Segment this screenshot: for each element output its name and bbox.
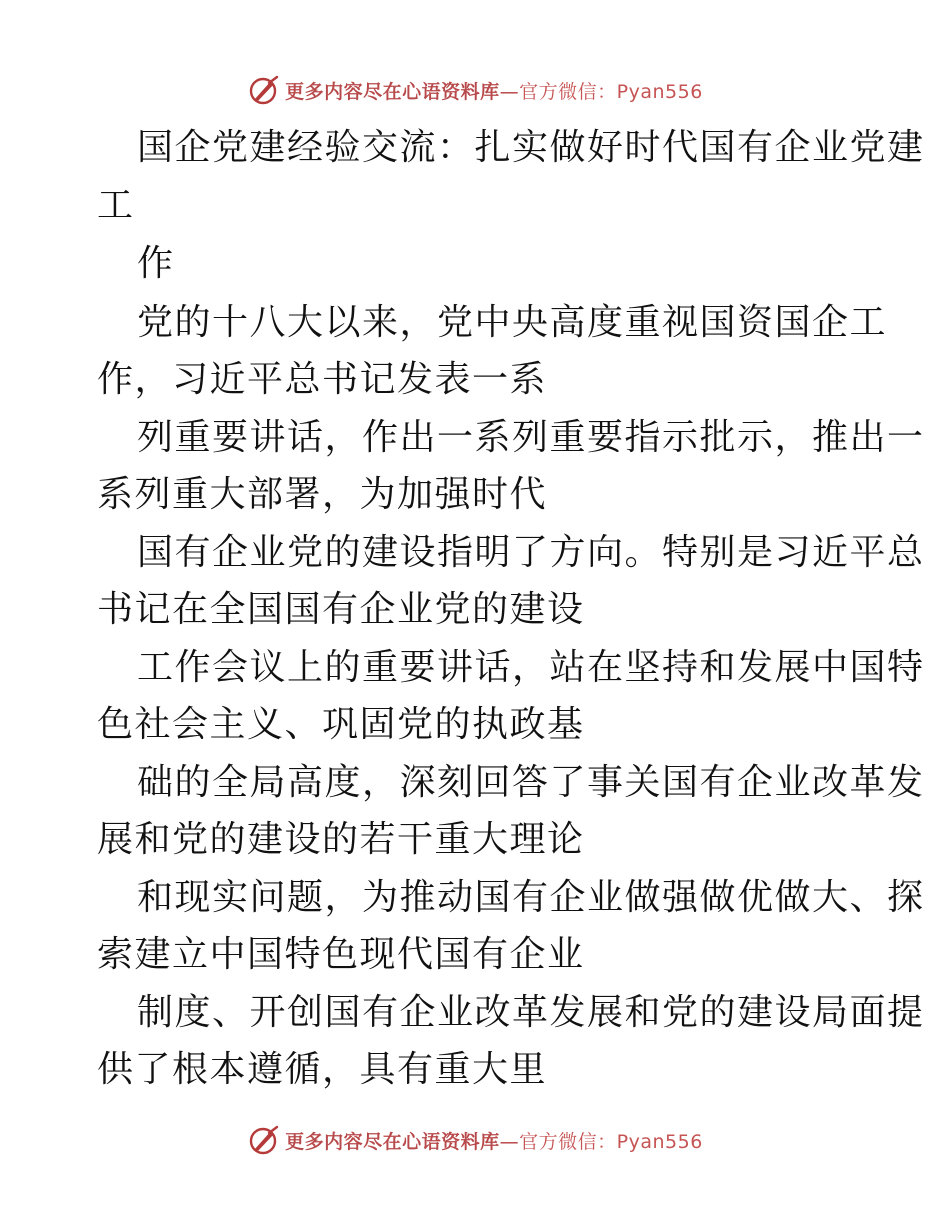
footer-watermark xyxy=(0,1122,950,1158)
body-line: 展和党的建设的若干重大理论 xyxy=(97,819,585,860)
watermark-separator: — xyxy=(499,1130,520,1153)
header-watermark xyxy=(0,72,950,108)
title-line: 工 xyxy=(97,185,135,226)
body-line: 党的十八大以来，党中央高度重视国资国企工 xyxy=(137,302,888,343)
watermark-text xyxy=(285,77,703,104)
body-line: 书记在全国国有企业党的建设 xyxy=(97,589,585,630)
watermark-wechat: 官方微信：Pyan556 xyxy=(519,80,703,103)
pen-logo-icon xyxy=(247,74,279,106)
body-line: 国有企业党的建设指明了方向。特别是习近平总 xyxy=(137,532,925,573)
watermark-site: 更多内容尽在心语资料库 xyxy=(285,80,500,103)
body-line: 列重要讲话，作出一系列重要指示批示，推出一 xyxy=(137,417,925,458)
title-line: 国企党建经验交流：扎实做好时代国有企业党建 xyxy=(137,127,925,168)
body-line: 制度、开创国有企业改革发展和党的建设局面提 xyxy=(137,992,925,1033)
body-line: 础的全局高度，深刻回答了事关国有企业改革发 xyxy=(137,762,925,803)
watermark-site: 更多内容尽在心语资料库 xyxy=(285,1130,500,1153)
body-line: 色社会主义、巩固党的执政基 xyxy=(97,704,585,745)
body-line: 和现实问题，为推动国有企业做强做优做大、探 xyxy=(137,877,925,918)
body-line: 作，习近平总书记发表一系 xyxy=(97,359,548,400)
watermark-separator: — xyxy=(499,80,520,103)
title-line: 作 xyxy=(137,243,175,284)
body-line: 系列重大部署，为加强时代 xyxy=(97,474,548,515)
watermark-text xyxy=(285,1127,703,1154)
watermark-wechat: 官方微信：Pyan556 xyxy=(519,1130,703,1153)
pen-logo-icon xyxy=(247,1124,279,1156)
body-line: 工作会议上的重要讲话，站在坚持和发展中国特 xyxy=(137,647,925,688)
body-line: 供了根本遵循，具有重大里 xyxy=(97,1049,548,1090)
body-line: 索建立中国特色现代国有企业 xyxy=(97,934,585,975)
